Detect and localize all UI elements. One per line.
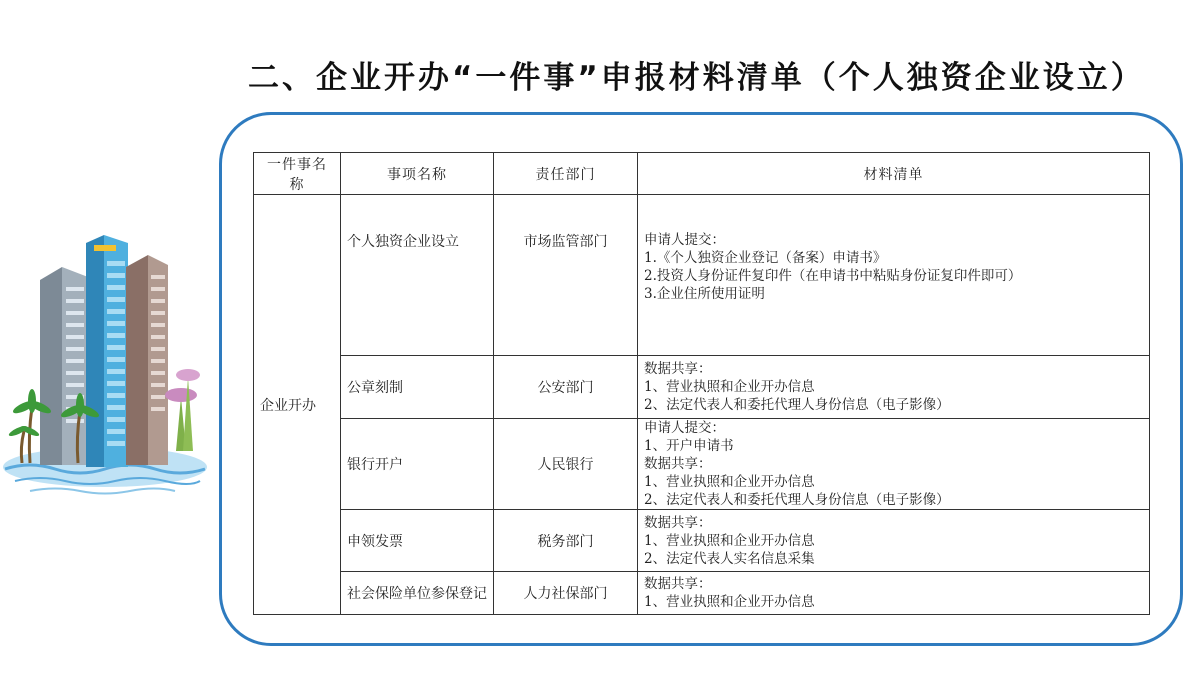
material-line: 数据共享： — [644, 361, 712, 377]
materials-cell — [638, 356, 1150, 419]
material-line: 2、法定代表人实名信息采集 — [644, 550, 815, 567]
dept-cell: 人力社保部门 — [494, 572, 638, 615]
page-title: 二、企业开办“一件事”申报材料清单（个人独资企业设立） — [248, 60, 1145, 96]
material-line: 3.企业住所使用证明 — [644, 286, 765, 302]
item-cell: 个人独资企业设立 — [341, 195, 494, 356]
material-line: 数据共享： — [644, 514, 712, 531]
material-line: 1、营业执照和企业开办信息 — [644, 474, 815, 490]
materials-cell — [638, 419, 1150, 510]
material-line: 数据共享： — [644, 576, 712, 592]
material-line: 1、开户申请书 — [644, 438, 734, 454]
material-line: 2、法定代表人和委托代理人身份信息（电子影像） — [644, 492, 950, 508]
material-line: 申请人提交： — [644, 420, 725, 436]
dept-cell: 市场监管部门 — [494, 195, 638, 356]
dept-cell: 税务部门 — [494, 510, 638, 572]
table-row — [254, 356, 1150, 419]
table-row — [254, 195, 1150, 356]
item-cell: 申领发票 — [341, 510, 494, 572]
table-header-row — [254, 153, 1150, 195]
table-row — [254, 419, 1150, 510]
group-name-cell: 企业开办 — [254, 195, 341, 615]
material-line: 1、营业执照和企业开办信息 — [644, 594, 815, 610]
table-row — [254, 510, 1150, 572]
materials-cell — [638, 195, 1150, 356]
material-line: 2、法定代表人和委托代理人身份信息（电子影像） — [644, 397, 950, 413]
dept-cell: 公安部门 — [494, 356, 638, 419]
item-cell: 社会保险单位参保登记 — [341, 572, 494, 615]
city-buildings-illustration — [0, 225, 215, 505]
material-line: 2.投资人身份证件复印件（在申请书中粘贴身份证复印件即可） — [644, 268, 1022, 284]
material-line: 数据共享： — [644, 456, 712, 472]
materials-cell — [638, 510, 1150, 572]
materials-cell — [638, 572, 1150, 615]
material-line: 申请人提交： — [644, 232, 725, 248]
material-line: 1、营业执照和企业开办信息 — [644, 379, 815, 395]
item-cell: 银行开户 — [341, 419, 494, 510]
dept-cell: 人民银行 — [494, 419, 638, 510]
header-cell: 事项名称 — [341, 153, 494, 195]
material-line: 1、营业执照和企业开办信息 — [644, 532, 815, 549]
material-line: 1.《个人独资企业登记（备案）申请书》 — [644, 250, 887, 266]
materials-table — [253, 152, 1150, 615]
header-cell: 材料清单 — [638, 153, 1150, 195]
header-cell: 一件事名称 — [254, 153, 341, 195]
item-cell: 公章刻制 — [341, 356, 494, 419]
header-cell: 责任部门 — [494, 153, 638, 195]
table-row — [254, 572, 1150, 615]
